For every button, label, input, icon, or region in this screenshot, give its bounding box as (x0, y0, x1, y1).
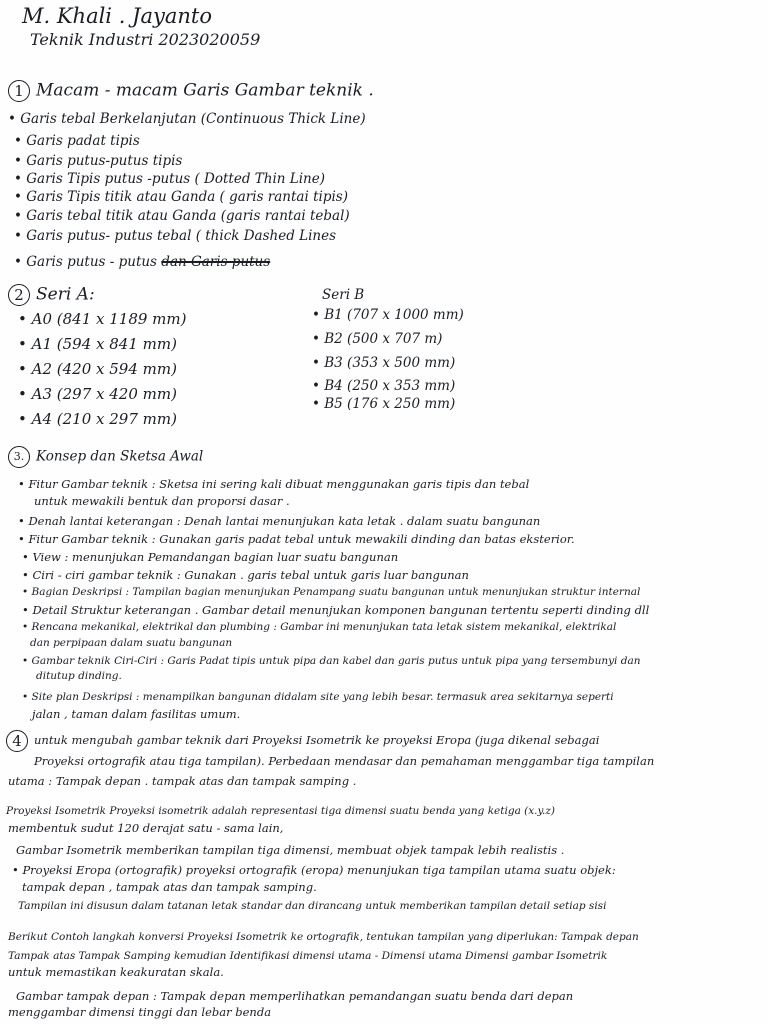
line-type-item: • Garis Tipis titik atau Ganda ( garis rantai tipis) (14, 189, 348, 205)
projection-line: Tampak atas Tampak Samping kemudian Identifikasi dimensi utama - Dimensi utama Dimensi gambar Isometrik (8, 950, 608, 962)
seri-b-item: • B2 (500 x 707 m) (312, 331, 443, 347)
section-1-title: Macam - macam Garis Gambar teknik . (36, 80, 374, 101)
section-4-number: 4 (6, 730, 28, 752)
projection-line: membentuk sudut 120 derajat satu - sama lain, (8, 821, 284, 835)
section-2-number: 2 (8, 284, 30, 306)
section-1-heading (8, 80, 374, 102)
projection-line: tampak depan , tampak atas dan tampak samping. (22, 880, 317, 894)
author-name: M. Khali . Jayanto (22, 4, 212, 28)
concept-line: • Denah lantai keterangan : Denah lantai menunjukan kata letak . dalam suatu bangunan (18, 514, 541, 528)
projection-line: Tampilan ini disusun dalam tatanan letak standar dan dirancang untuk memberikan tampilan detail setiap sisi (18, 900, 607, 912)
concept-line: • Gambar teknik Ciri-Ciri : Garis Padat tipis untuk pipa dan kabel dan garis putus untuk pipa yang tersembunyi dan (22, 655, 641, 667)
projection-line: menggambar dimensi tinggi dan lebar benda (8, 1005, 272, 1019)
projection-line: Gambar tampak depan : Tampak depan memperlihatkan pemandangan suatu benda dari depan (16, 989, 574, 1003)
seri-b-title: Seri B (322, 287, 365, 303)
seri-b-item: • B4 (250 x 353 mm) (312, 378, 456, 394)
line-type-item: • Garis putus-putus tipis (14, 153, 183, 169)
section-3-heading (8, 446, 203, 468)
section-1-number: 1 (8, 80, 30, 102)
seri-b-item: • B5 (176 x 250 mm) (312, 396, 456, 412)
projection-line: • Proyeksi Eropa (ortografik) proyeksi ortografik (eropa) menunjukan tiga tampilan utama suatu objek: (12, 863, 616, 877)
program-and-id: Teknik Industri 2023020059 (30, 30, 261, 49)
section-2-heading (8, 284, 95, 306)
concept-line: dan perpipaan dalam suatu bangunan (30, 637, 233, 649)
line-type-item: • Garis tebal titik atau Ganda (garis rantai tebal) (14, 208, 350, 224)
seri-a-item: • A4 (210 x 297 mm) (18, 410, 177, 428)
projection-line: untuk mengubah gambar teknik dari Proyeksi Isometrik ke proyeksi Eropa (juga dikenal sebagai (34, 733, 600, 747)
section-3-title: Konsep dan Sketsa Awal (36, 448, 204, 465)
concept-line: • View : menunjukan Pemandangan bagian luar suatu bangunan (22, 550, 399, 564)
projection-line: Berikut Contoh langkah konversi Proyeksi Isometrik ke ortografik, tentukan tampilan yang diperlukan: Tampak depan (8, 931, 639, 943)
seri-a-item: • A1 (594 x 841 mm) (18, 335, 177, 353)
concept-line: • Ciri - ciri gambar teknik : Gunakan . garis tebal untuk garis luar bangunan (22, 568, 469, 582)
line-type-item: • Garis putus- putus tebal ( thick Dashed Lines (14, 228, 337, 244)
concept-line: • Rencana mekanikal, elektrikal dan plumbing : Gambar ini menunjukan tata letak sistem mekanikal, elektrikal (22, 621, 617, 633)
seri-a-title: Seri A: (36, 284, 95, 305)
line-type-item: • Garis tebal Berkelanjutan (Continuous Thick Line) (8, 111, 366, 127)
concept-line: • Bagian Deskripsi : Tampilan bagian menunjukan Penampang suatu bangunan untuk menunjukan struktur internal (22, 586, 641, 598)
concept-line: jalan , taman dalam fasilitas umum. (32, 707, 241, 721)
concept-line: • Detail Struktur keterangan . Gambar detail menunjukan komponen bangunan tertentu seperti dinding dll (22, 603, 650, 617)
seri-b-item: • B3 (353 x 500 mm) (312, 355, 456, 371)
seri-b-item: • B1 (707 x 1000 mm) (312, 307, 464, 323)
projection-line: utama : Tampak depan . tampak atas dan tampak samping . (8, 774, 357, 788)
seri-a-item: • A3 (297 x 420 mm) (18, 385, 177, 403)
section-4-heading (6, 730, 599, 752)
projection-line: Proyeksi ortografik atau tiga tampilan). Perbedaan mendasar dan pemahaman menggambar tiga tampilan (34, 754, 655, 768)
section-3-number: 3. (8, 446, 30, 468)
line-type-item: • Garis padat tipis (14, 133, 140, 149)
struck-through-text: dan Garis putus (161, 254, 271, 270)
seri-a-item: • A0 (841 x 1189 mm) (18, 310, 187, 328)
concept-line: • Fitur Gambar teknik : Sketsa ini sering kali dibuat menggunakan garis tipis dan tebal (18, 477, 530, 491)
projection-line: Gambar Isometrik memberikan tampilan tiga dimensi, membuat objek tampak lebih realistis . (16, 843, 565, 857)
line-type-item: • Garis Tipis putus -putus ( Dotted Thin Line) (14, 171, 326, 187)
line-type-item-last (14, 256, 270, 270)
seri-a-item: • A2 (420 x 594 mm) (18, 360, 177, 378)
concept-line: • Fitur Gambar teknik : Gunakan garis padat tebal untuk mewakili dinding dan batas eksterior. (18, 532, 575, 546)
concept-line: ditutup dinding. (36, 670, 122, 682)
line-type-item-text: • Garis putus - putus (14, 254, 157, 270)
projection-line: Proyeksi Isometrik Proyeksi isometrik adalah representasi tiga dimensi suatu benda yang ketiga (x.y.z) (6, 805, 556, 817)
projection-line: untuk memastikan keakuratan skala. (8, 965, 224, 979)
concept-line: • Site plan Deskripsi : menampilkan bangunan didalam site yang lebih besar. termasuk area sekitarnya seperti (22, 691, 614, 703)
concept-line: untuk mewakili bentuk dan proporsi dasar . (34, 494, 290, 508)
